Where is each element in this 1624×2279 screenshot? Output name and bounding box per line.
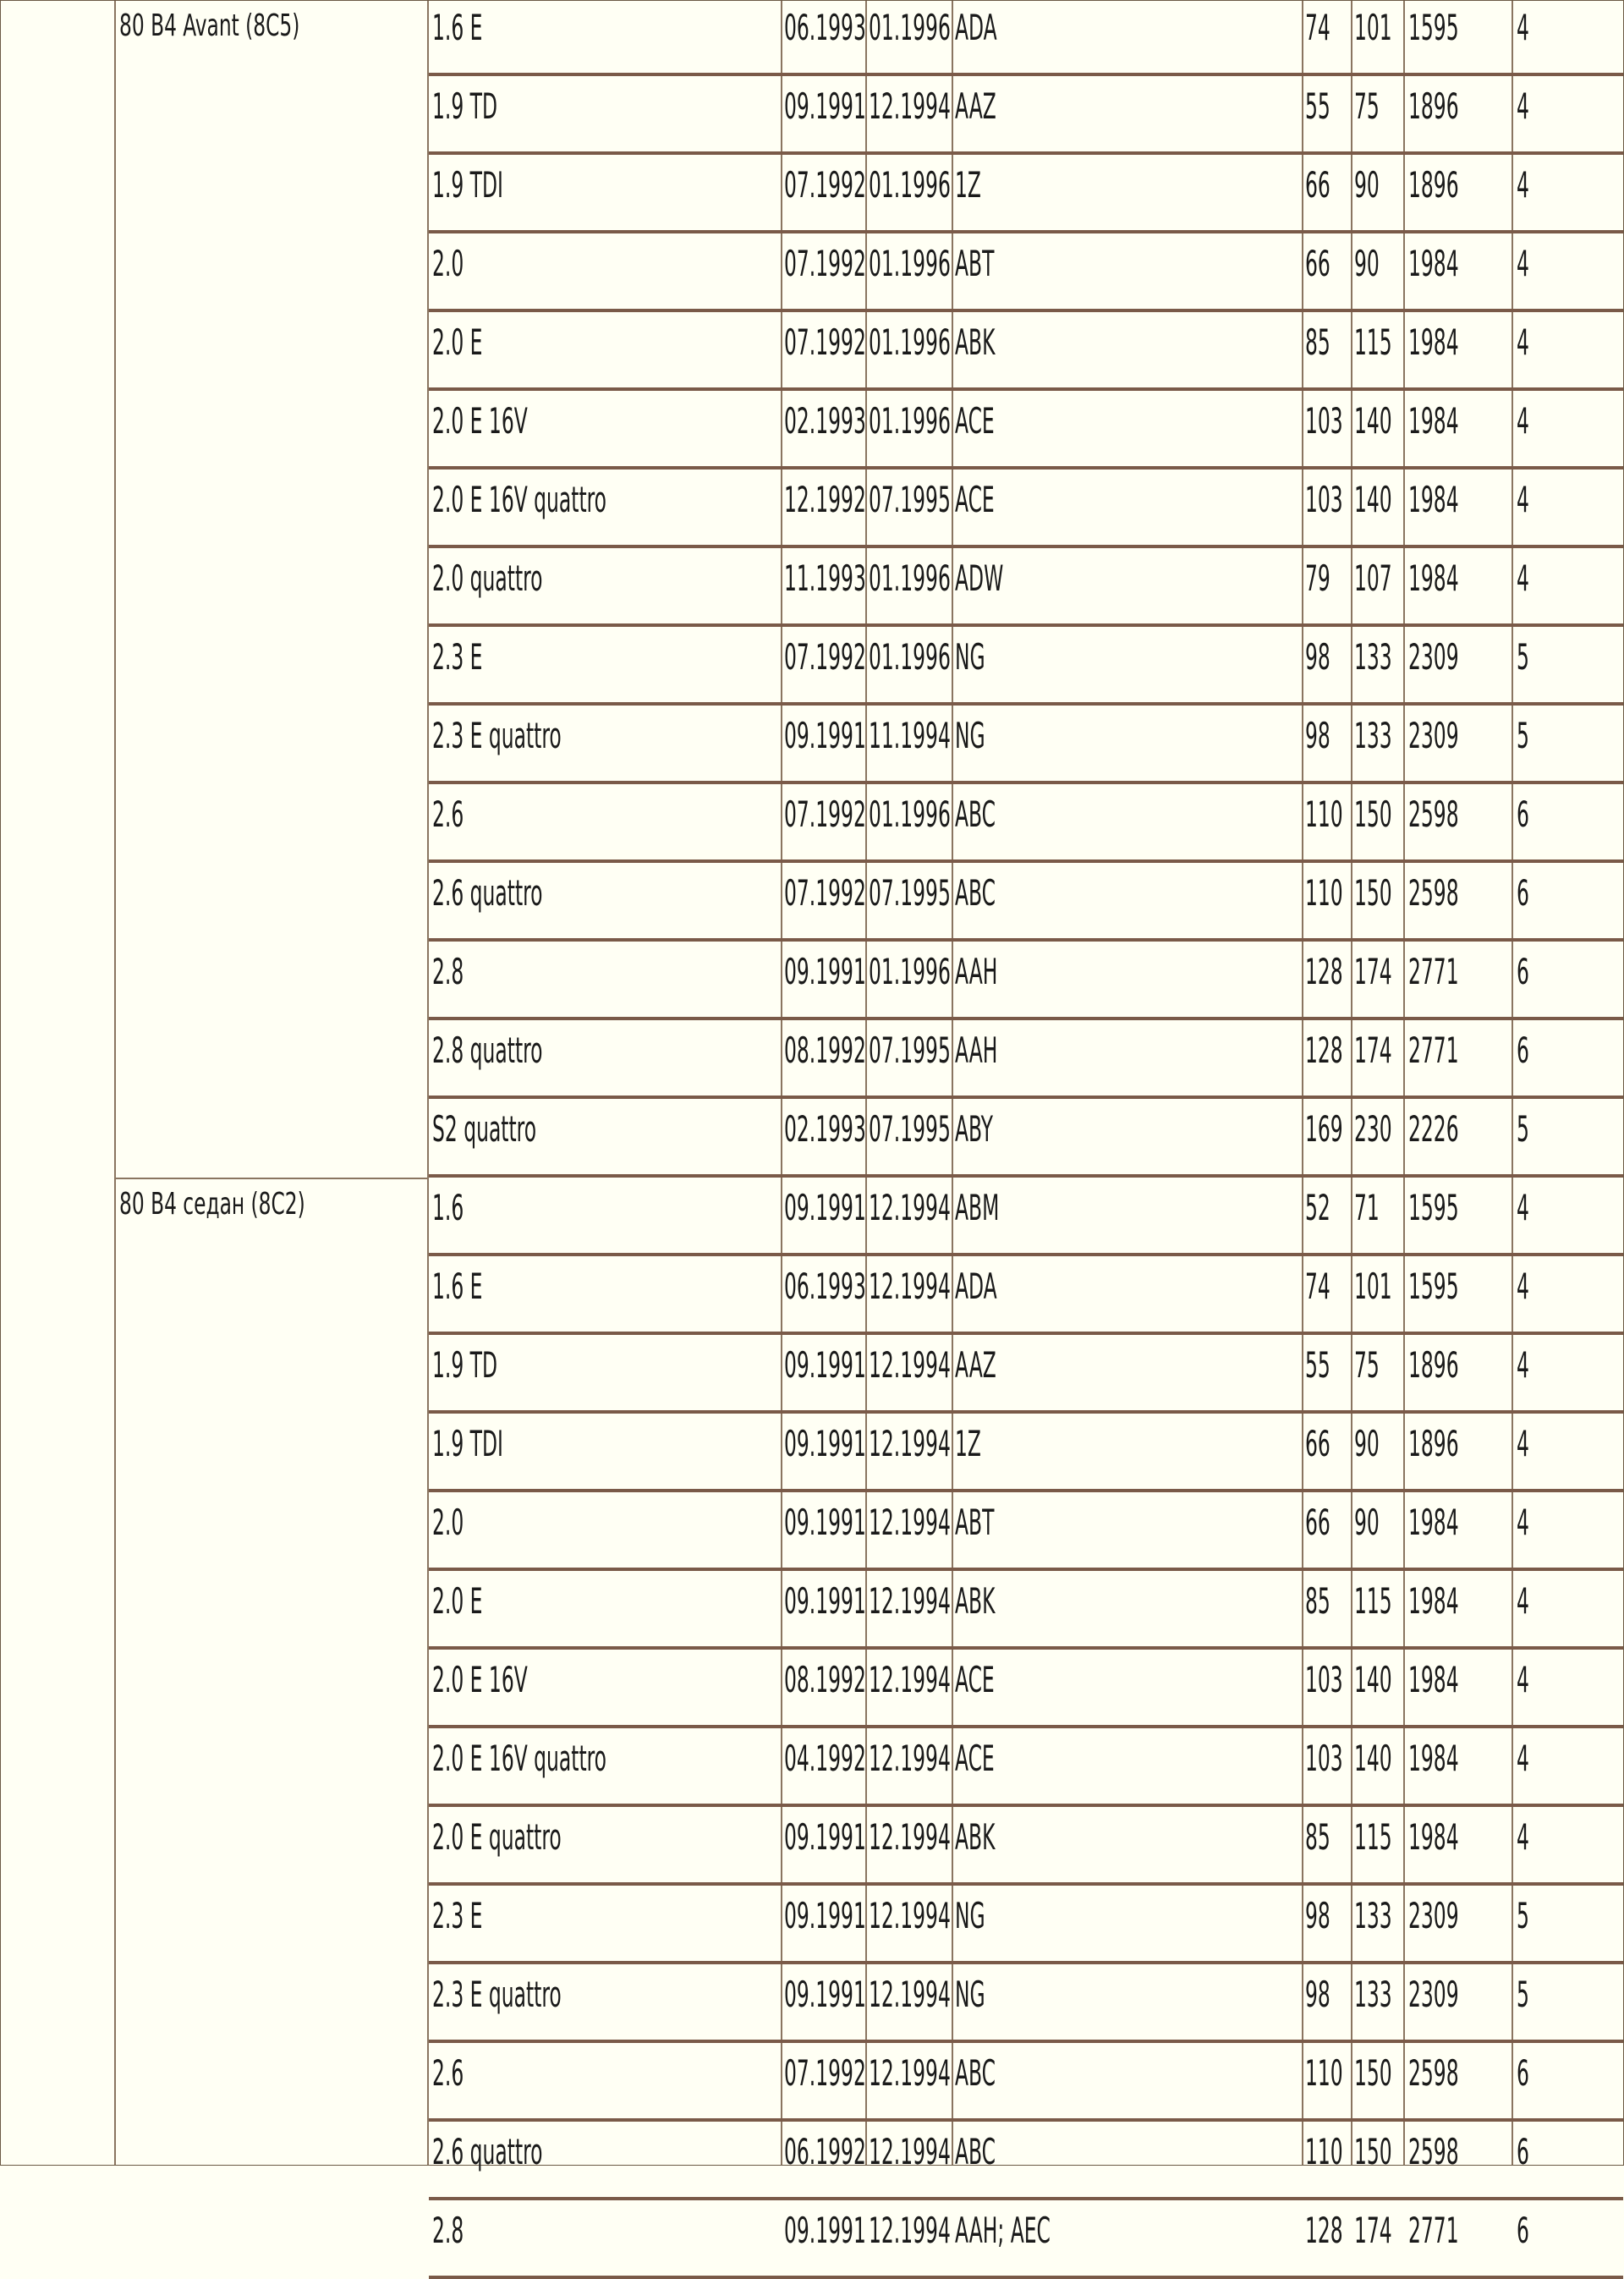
cell-cyl: 5 — [1517, 715, 1529, 756]
cell-engine: AAH; AEC — [955, 2210, 1051, 2251]
cell-from: 09.1991 — [784, 2210, 866, 2251]
cell-model: 1.9 TD — [432, 85, 498, 127]
cell-engine: ABK — [955, 1816, 996, 1858]
cell-hp: 174 — [1354, 2210, 1392, 2251]
model-group — [116, 1, 429, 1181]
cell-from: 07.1992 — [784, 321, 866, 363]
table-row — [429, 942, 1623, 1020]
cell-cyl: 6 — [1517, 2210, 1529, 2251]
cell-cyl: 6 — [1517, 794, 1529, 835]
table-row — [429, 1807, 1623, 1886]
cell-cyl: 4 — [1517, 243, 1529, 284]
cell-from: 09.1991 — [784, 1502, 866, 1543]
cell-hp: 115 — [1354, 1580, 1392, 1622]
cell-hp: 140 — [1354, 1738, 1392, 1779]
cell-kw: 79 — [1305, 557, 1330, 599]
cell-kw: 103 — [1305, 400, 1343, 442]
cell-to: 07.1995 — [869, 1030, 951, 1071]
cell-hp: 90 — [1354, 243, 1380, 284]
cell-model: 2.8 — [432, 2210, 464, 2251]
cell-model: 2.0 E 16V quattro — [432, 1738, 607, 1779]
cell-engine: ABM — [955, 1187, 1000, 1228]
cell-model: 1.9 TDI — [432, 1423, 503, 1464]
cell-hp: 90 — [1354, 164, 1380, 206]
cell-hp: 90 — [1354, 1423, 1380, 1464]
cell-cyl: 5 — [1517, 1895, 1529, 1936]
cell-kw: 85 — [1305, 321, 1330, 363]
cell-to: 12.1994 — [869, 1816, 951, 1858]
cell-hp: 71 — [1354, 1187, 1380, 1228]
cell-engine: ABC — [955, 2131, 996, 2172]
cell-ccm: 2309 — [1408, 1974, 1459, 2015]
cell-kw: 98 — [1305, 715, 1330, 756]
cell-ccm: 1984 — [1408, 400, 1459, 442]
cell-engine: ABT — [955, 243, 995, 284]
cell-from: 06.1993 — [784, 1266, 866, 1307]
cell-kw: 110 — [1305, 2052, 1343, 2094]
cell-ccm: 1984 — [1408, 1659, 1459, 1700]
cell-to: 01.1996 — [869, 636, 951, 678]
cell-kw: 74 — [1305, 7, 1330, 48]
cell-engine: NG — [955, 1974, 985, 2015]
cell-to: 01.1996 — [869, 321, 951, 363]
cell-cyl: 4 — [1517, 557, 1529, 599]
cell-model: 2.0 E quattro — [432, 1816, 562, 1858]
cell-kw: 98 — [1305, 636, 1330, 678]
cell-engine: NG — [955, 1895, 985, 1936]
cell-model: 2.6 — [432, 2052, 464, 2094]
cell-model: 2.0 — [432, 243, 464, 284]
cell-model: 2.3 E quattro — [432, 715, 562, 756]
cell-engine: ADA — [955, 7, 997, 48]
cell-ccm: 2309 — [1408, 715, 1459, 756]
cell-kw: 128 — [1305, 2210, 1343, 2251]
cell-engine: ADA — [955, 1266, 997, 1307]
cell-ccm: 2309 — [1408, 636, 1459, 678]
cell-hp: 75 — [1354, 85, 1380, 127]
cell-to: 01.1996 — [869, 794, 951, 835]
cell-model: 2.0 E — [432, 1580, 483, 1622]
cell-from: 09.1991 — [784, 951, 866, 992]
cell-ccm: 1984 — [1408, 321, 1459, 363]
cell-model: 1.6 — [432, 1187, 464, 1228]
cell-to: 12.1994 — [869, 1580, 951, 1622]
cell-engine: ACE — [955, 1738, 995, 1779]
cell-to: 12.1994 — [869, 1266, 951, 1307]
cell-kw: 66 — [1305, 243, 1330, 284]
cell-from: 09.1991 — [784, 1187, 866, 1228]
cell-kw: 103 — [1305, 479, 1343, 520]
table-row — [429, 627, 1623, 706]
cell-cyl: 4 — [1517, 1502, 1529, 1543]
cell-cyl: 4 — [1517, 1266, 1529, 1307]
cell-kw: 110 — [1305, 794, 1343, 835]
table-row — [429, 1886, 1623, 1964]
cell-model: 2.0 — [432, 1502, 464, 1543]
cell-kw: 169 — [1305, 1108, 1343, 1150]
table-row — [429, 706, 1623, 784]
cell-model: 2.3 E quattro — [432, 1974, 562, 2015]
cell-model: 2.8 quattro — [432, 1030, 543, 1071]
model-group — [116, 1178, 429, 2279]
cell-to: 07.1995 — [869, 479, 951, 520]
cell-cyl: 4 — [1517, 321, 1529, 363]
cell-from: 09.1991 — [784, 715, 866, 756]
cell-model: 2.3 E — [432, 636, 483, 678]
cell-ccm: 1984 — [1408, 479, 1459, 520]
cell-ccm: 1896 — [1408, 1344, 1459, 1386]
cell-ccm: 2598 — [1408, 794, 1459, 835]
cell-cyl: 4 — [1517, 1423, 1529, 1464]
cell-from: 09.1991 — [784, 1344, 866, 1386]
cell-kw: 85 — [1305, 1580, 1330, 1622]
cell-to: 11.1994 — [869, 715, 951, 756]
cell-kw: 128 — [1305, 951, 1343, 992]
cell-ccm: 1984 — [1408, 1816, 1459, 1858]
cell-engine: AAH — [955, 1030, 998, 1071]
cell-to: 01.1996 — [869, 951, 951, 992]
table-row — [429, 2200, 1623, 2279]
cell-hp: 150 — [1354, 794, 1392, 835]
cell-to: 12.1994 — [869, 1974, 951, 2015]
cell-hp: 133 — [1354, 715, 1392, 756]
cell-cyl: 4 — [1517, 7, 1529, 48]
cell-kw: 55 — [1305, 85, 1330, 127]
cell-from: 09.1991 — [784, 85, 866, 127]
cell-hp: 75 — [1354, 1344, 1380, 1386]
cell-cyl: 4 — [1517, 1816, 1529, 1858]
cell-engine: ADW — [955, 557, 1004, 599]
cell-ccm: 2771 — [1408, 1030, 1459, 1071]
cell-hp: 150 — [1354, 872, 1392, 914]
cell-cyl: 6 — [1517, 2052, 1529, 2094]
cell-from: 07.1992 — [784, 2052, 866, 2094]
cell-ccm: 1984 — [1408, 1580, 1459, 1622]
cell-from: 06.1993 — [784, 7, 866, 48]
cell-cyl: 4 — [1517, 1738, 1529, 1779]
cell-model: 2.0 E 16V quattro — [432, 479, 607, 520]
table-row — [429, 1964, 1623, 2043]
table-row — [429, 470, 1623, 548]
cell-ccm: 2771 — [1408, 2210, 1459, 2251]
table-row — [429, 1099, 1623, 1178]
cell-ccm: 1896 — [1408, 1423, 1459, 1464]
cell-model: 2.0 E — [432, 321, 483, 363]
cell-to: 01.1996 — [869, 243, 951, 284]
cell-to: 12.1994 — [869, 1344, 951, 1386]
cell-cyl: 6 — [1517, 872, 1529, 914]
cell-to: 12.1994 — [869, 1423, 951, 1464]
cell-from: 12.1992 — [784, 479, 866, 520]
table-row — [429, 155, 1623, 233]
cell-to: 12.1994 — [869, 2052, 951, 2094]
cell-ccm: 1984 — [1408, 1502, 1459, 1543]
cell-to: 01.1996 — [869, 164, 951, 206]
cell-ccm: 2598 — [1408, 2131, 1459, 2172]
cell-hp: 101 — [1354, 7, 1392, 48]
cell-ccm: 2598 — [1408, 2052, 1459, 2094]
cell-from: 06.1992 — [784, 2131, 866, 2172]
cell-engine: ABT — [955, 1502, 995, 1543]
table-row — [429, 2122, 1623, 2200]
cell-to: 12.1994 — [869, 2131, 951, 2172]
cell-hp: 140 — [1354, 479, 1392, 520]
cell-from: 07.1992 — [784, 794, 866, 835]
table-row — [429, 1492, 1623, 1571]
cell-cyl: 5 — [1517, 636, 1529, 678]
model-group-label: 80 B4 седан (8C2) — [119, 1187, 305, 1222]
cell-cyl: 4 — [1517, 400, 1529, 442]
cell-to: 12.1994 — [869, 1738, 951, 1779]
cell-engine: ACE — [955, 1659, 995, 1700]
cell-from: 07.1992 — [784, 636, 866, 678]
cell-ccm: 1595 — [1408, 7, 1459, 48]
table-row — [429, 1335, 1623, 1414]
table-row — [429, 233, 1623, 312]
cell-kw: 85 — [1305, 1816, 1330, 1858]
cell-ccm: 2771 — [1408, 951, 1459, 992]
cell-hp: 133 — [1354, 636, 1392, 678]
cell-kw: 66 — [1305, 164, 1330, 206]
cell-from: 09.1991 — [784, 1816, 866, 1858]
cell-kw: 98 — [1305, 1895, 1330, 1936]
cell-cyl: 5 — [1517, 1974, 1529, 2015]
cell-engine: ACE — [955, 479, 995, 520]
table-row — [429, 2043, 1623, 2122]
cell-hp: 230 — [1354, 1108, 1392, 1150]
cell-hp: 174 — [1354, 951, 1392, 992]
table-row — [429, 1020, 1623, 1099]
cell-ccm: 1595 — [1408, 1266, 1459, 1307]
cell-hp: 133 — [1354, 1895, 1392, 1936]
cell-to: 12.1994 — [869, 1659, 951, 1700]
cell-model: 2.6 quattro — [432, 2131, 543, 2172]
cell-engine: ABK — [955, 321, 996, 363]
cell-kw: 110 — [1305, 2131, 1343, 2172]
cell-hp: 115 — [1354, 321, 1392, 363]
cell-engine: NG — [955, 636, 985, 678]
table-row — [429, 548, 1623, 627]
cell-engine: ABC — [955, 2052, 996, 2094]
cell-engine: ABK — [955, 1580, 996, 1622]
cell-model: 1.9 TD — [432, 1344, 498, 1386]
cell-kw: 66 — [1305, 1502, 1330, 1543]
table-row — [429, 1650, 1623, 1728]
cell-kw: 55 — [1305, 1344, 1330, 1386]
cell-hp: 140 — [1354, 400, 1392, 442]
cell-engine: NG — [955, 715, 985, 756]
table-row — [429, 1728, 1623, 1807]
model-group-label: 80 B4 Avant (8C5) — [119, 8, 300, 43]
table-row — [429, 391, 1623, 470]
table-row — [429, 0, 1623, 76]
cell-to: 01.1996 — [869, 557, 951, 599]
cell-cyl: 4 — [1517, 1187, 1529, 1228]
cell-kw: 103 — [1305, 1738, 1343, 1779]
cell-to: 07.1995 — [869, 1108, 951, 1150]
cell-from: 09.1991 — [784, 1423, 866, 1464]
cell-model: 1.6 E — [432, 1266, 483, 1307]
cell-cyl: 5 — [1517, 1108, 1529, 1150]
table-row — [429, 76, 1623, 155]
cell-engine: AAH — [955, 951, 998, 992]
cell-hp: 140 — [1354, 1659, 1392, 1700]
cell-hp: 150 — [1354, 2131, 1392, 2172]
cell-hp: 174 — [1354, 1030, 1392, 1071]
cell-model: 2.0 E 16V — [432, 400, 528, 442]
cell-model: 1.6 E — [432, 7, 483, 48]
cell-kw: 128 — [1305, 1030, 1343, 1071]
cell-from: 02.1993 — [784, 400, 866, 442]
cell-from: 02.1993 — [784, 1108, 866, 1150]
cell-hp: 115 — [1354, 1816, 1392, 1858]
cell-to: 01.1996 — [869, 400, 951, 442]
cell-kw: 98 — [1305, 1974, 1330, 2015]
cell-engine: ABC — [955, 872, 996, 914]
cell-model: 2.8 — [432, 951, 464, 992]
cell-ccm: 1595 — [1408, 1187, 1459, 1228]
cell-kw: 66 — [1305, 1423, 1330, 1464]
cell-model: 2.3 E — [432, 1895, 483, 1936]
cell-hp: 90 — [1354, 1502, 1380, 1543]
cell-model: 2.6 quattro — [432, 872, 543, 914]
cell-ccm: 2598 — [1408, 872, 1459, 914]
table-row — [429, 312, 1623, 391]
cell-to: 12.1994 — [869, 1895, 951, 1936]
cell-kw: 74 — [1305, 1266, 1330, 1307]
cell-from: 09.1991 — [784, 1580, 866, 1622]
cell-engine: 1Z — [955, 1423, 981, 1464]
cell-hp: 107 — [1354, 557, 1392, 599]
cell-from: 08.1992 — [784, 1659, 866, 1700]
cell-ccm: 2226 — [1408, 1108, 1459, 1150]
cell-cyl: 6 — [1517, 951, 1529, 992]
table-row — [429, 1256, 1623, 1335]
cell-engine: AAZ — [955, 1344, 996, 1386]
cell-hp: 133 — [1354, 1974, 1392, 2015]
cell-to: 12.1994 — [869, 1502, 951, 1543]
cell-model: S2 quattro — [432, 1108, 537, 1150]
cell-ccm: 1984 — [1408, 557, 1459, 599]
cell-ccm: 2309 — [1408, 1895, 1459, 1936]
cell-engine: 1Z — [955, 164, 981, 206]
cell-from: 04.1992 — [784, 1738, 866, 1779]
cell-cyl: 6 — [1517, 2131, 1529, 2172]
cell-engine: ABC — [955, 794, 996, 835]
cell-to: 07.1995 — [869, 872, 951, 914]
cell-from: 09.1991 — [784, 1974, 866, 2015]
cell-to: 01.1996 — [869, 7, 951, 48]
cell-cyl: 4 — [1517, 1580, 1529, 1622]
cell-from: 08.1992 — [784, 1030, 866, 1071]
cell-hp: 150 — [1354, 2052, 1392, 2094]
cell-kw: 103 — [1305, 1659, 1343, 1700]
table-row — [429, 784, 1623, 863]
cell-kw: 52 — [1305, 1187, 1330, 1228]
cell-to: 12.1994 — [869, 2210, 951, 2251]
cell-to: 12.1994 — [869, 1187, 951, 1228]
cell-from: 11.1993 — [784, 557, 866, 599]
cell-from: 09.1991 — [784, 1895, 866, 1936]
table-row — [429, 863, 1623, 942]
cell-engine: ABY — [955, 1108, 993, 1150]
cell-from: 07.1992 — [784, 872, 866, 914]
cell-cyl: 4 — [1517, 1659, 1529, 1700]
cell-cyl: 4 — [1517, 479, 1529, 520]
cell-ccm: 1896 — [1408, 164, 1459, 206]
cell-to: 12.1994 — [869, 85, 951, 127]
cell-hp: 101 — [1354, 1266, 1392, 1307]
cell-engine: ACE — [955, 400, 995, 442]
cell-model: 2.0 quattro — [432, 557, 543, 599]
cell-ccm: 1984 — [1408, 1738, 1459, 1779]
table-row — [429, 1178, 1623, 1256]
cell-cyl: 6 — [1517, 1030, 1529, 1071]
cell-engine: AAZ — [955, 85, 996, 127]
cell-cyl: 4 — [1517, 85, 1529, 127]
cell-model: 1.9 TDI — [432, 164, 503, 206]
table-row — [429, 1571, 1623, 1650]
cell-model: 2.6 — [432, 794, 464, 835]
cell-ccm: 1984 — [1408, 243, 1459, 284]
cell-from: 07.1992 — [784, 164, 866, 206]
cell-cyl: 4 — [1517, 1344, 1529, 1386]
cell-model: 2.0 E 16V — [432, 1659, 528, 1700]
cell-cyl: 4 — [1517, 164, 1529, 206]
table-row — [429, 1414, 1623, 1492]
cell-from: 07.1992 — [784, 243, 866, 284]
cell-kw: 110 — [1305, 872, 1343, 914]
cell-ccm: 1896 — [1408, 85, 1459, 127]
